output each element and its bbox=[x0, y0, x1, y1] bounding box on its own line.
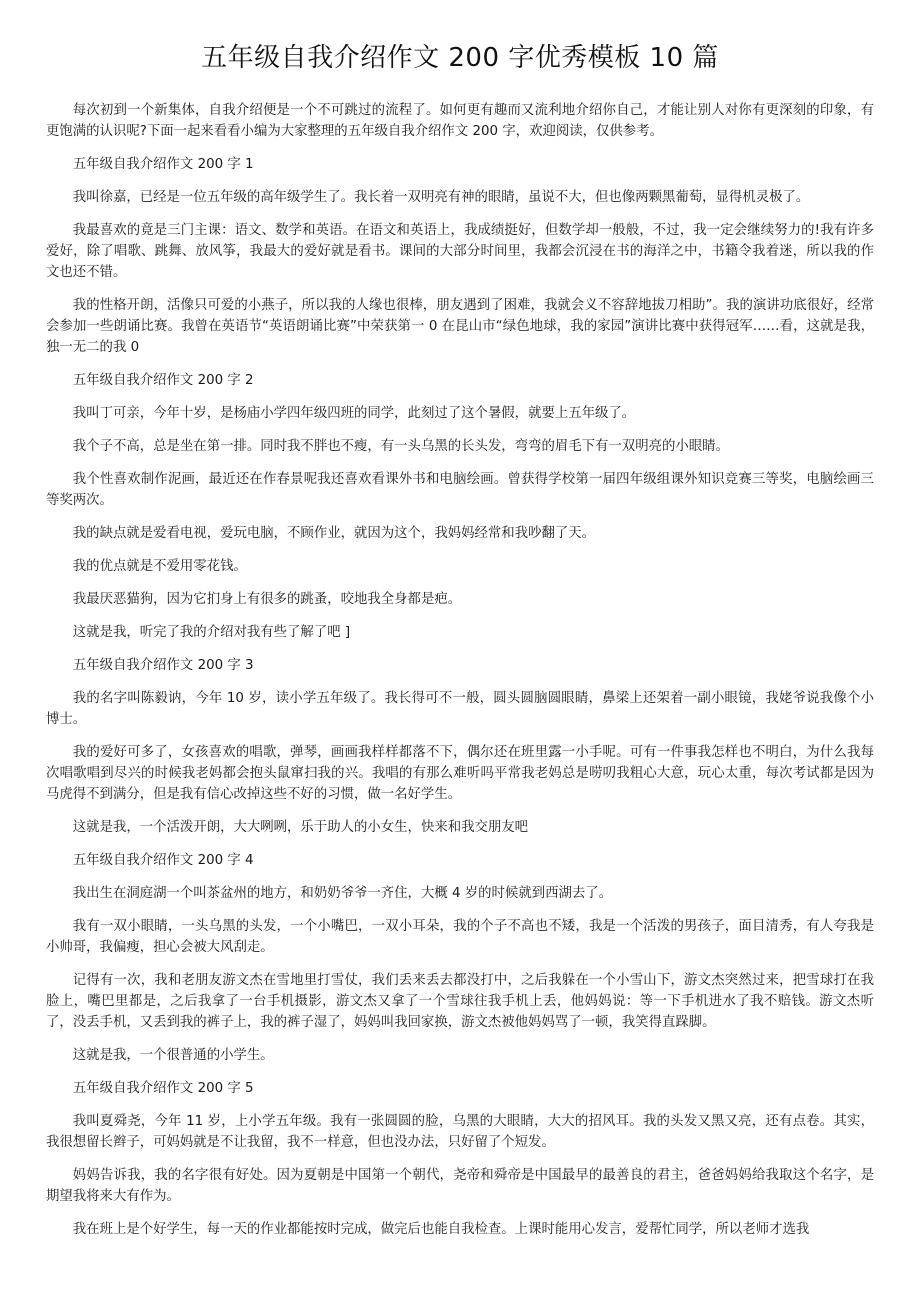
paragraph: 我个性喜欢制作泥画，最近还在作春景呢我还喜欢看课外书和电脑绘画。曾获得学校第一届四年级组课外知识竞赛三等奖，电脑绘画三等奖两次。 bbox=[46, 472, 874, 508]
paragraph: 我的缺点就是爱看电视，爱玩电脑，不顾作业，就因为这个，我妈妈经常和我吵翻了天。 bbox=[72, 526, 596, 541]
document-title: 五年级自我介绍作文 200 字优秀模板 10 篇 bbox=[201, 43, 719, 73]
paragraph: 我个子不高，总是坐在第一排。同时我不胖也不瘦，有一头乌黑的长头发，弯弯的眉毛下有一双明亮的小眼睛。 bbox=[72, 439, 729, 454]
paragraph: 这就是我，一个活泼开朗，大大咧咧，乐于助人的小女生，快来和我交朋友吧 bbox=[72, 820, 529, 835]
paragraph: 我的优点就是不爱用零花钱。 bbox=[72, 559, 247, 574]
section-heading-5: 五年级自我介绍作文 200 字 5 bbox=[72, 1081, 254, 1096]
section-heading-3: 五年级自我介绍作文 200 字 3 bbox=[72, 658, 254, 673]
section-heading-4: 五年级自我介绍作文 200 字 4 bbox=[72, 853, 254, 868]
paragraph: 我在班上是个好学生，每一天的作业都能按时完成，做完后也能自我检查。上课时能用心发言，爱帮忙同学，所以老师才选我 bbox=[72, 1222, 810, 1237]
section-heading-2: 五年级自我介绍作文 200 字 2 bbox=[72, 373, 254, 388]
paragraph: 这就是我，听完了我的介绍对我有些了解了吧 ] bbox=[72, 625, 351, 640]
paragraph: 妈妈告诉我，我的名字很有好处。因为夏朝是中国第一个朝代，尧帝和舜帝是中国最早的最善良的君主，爸爸妈妈给我取这个名字，是期望我将来大有作为。 bbox=[46, 1168, 874, 1204]
paragraph: 我的爱好可多了，女孩喜欢的唱歌，弹琴，画画我样样都落不下，偶尔还在班里露一小手呢。可有一件事我怎样也不明白，为什么我每次唱歌唱到尽兴的时候我老妈都会抱头鼠窜扫我的兴。我唱的有那么难听吗平常我老妈总是唠叨我粗心大意，玩心太重，每次考试都是因为马虎得不到满分，但是我有信心改掉这些不好的习惯，做一名好学生。 bbox=[46, 745, 874, 802]
paragraph: 我的名字叫陈毅讷，今年 10 岁，读小学五年级了。我长得可不一般，圆头圆脑圆眼睛，鼻梁上还架着一副小眼镜，我姥爷说我像个小博士。 bbox=[46, 691, 874, 727]
paragraph: 我的性格开朗，活像只可爱的小燕子，所以我的人缘也很棒，朋友遇到了困难，我就会义不容辞地拔刀相助”。我的演讲功底很好，经常会参加一些朗诵比赛。我曾在英语节“英语朗诵比赛”中荣获第一 0 在昆山市“绿色地球，我的家园”演讲比赛中获得冠军……看，这就是我，独一无二的我 0 bbox=[46, 298, 874, 355]
paragraph: 我最厌恶猫狗，因为它扪身上有很多的跳蚤，咬地我全身都是疤。 bbox=[72, 592, 462, 607]
paragraph: 我最喜欢的竟是三门主课：语文、数学和英语。在语文和英语上，我成绩挺好，但数学却一般般，不过，我一定会继续努力的!我有许多爱好，除了唱歌、跳舞、放风筝，我最大的爱好就是看书。课间的大部分时间里，我都会沉浸在书的海洋之中，书籍令我着迷，所以我的作文也还不错。 bbox=[46, 223, 874, 280]
paragraph: 我叫徐嘉，已经是一位五年级的高年级学生了。我长着一双明亮有神的眼睛，虽说不大，但也像两颗黑葡萄，显得机灵极了。 bbox=[72, 190, 810, 205]
paragraph: 我叫丁可亲，今年十岁，是杨庙小学四年级四班的同学，此刻过了这个暑假，就要上五年级了。 bbox=[72, 406, 636, 421]
paragraph: 我有一双小眼睛，一头乌黑的头发，一个小嘴巴，一双小耳朵，我的个子不高也不矮，我是一个活泼的男孩子，面目清秀，有人夸我是小帅哥，我偏瘦，担心会被大风刮走。 bbox=[46, 919, 874, 955]
paragraph: 这就是我，一个很普通的小学生。 bbox=[72, 1048, 274, 1063]
section-heading-1: 五年级自我介绍作文 200 字 1 bbox=[72, 157, 254, 172]
paragraph: 记得有一次，我和老朋友游文杰在雪地里打雪仗，我们丢来丢去都没打中，之后我躲在一个小雪山下，游文杰突然过来，把雪球打在我脸上，嘴巴里都是，之后我拿了一台手机摄影，游文杰又拿了一个雪球往我手机上丢，他妈妈说：等一下手机进水了我不赔钱。游文杰听了，没丢手机，又丢到我的裤子上，我的裤子湿了，妈妈叫我回家换，游文杰被他妈妈骂了一顿，我笑得直跺脚。 bbox=[46, 973, 874, 1030]
intro-paragraph: 每次初到一个新集体，自我介绍便是一个不可跳过的流程了。如何更有趣而又流利地介绍你自己，才能让别人对你有更深刻的印象，有更饱满的认识呢?下面一起来看看小编为大家整理的五年级自我介绍作文 200 字，欢迎阅读，仅供参考。 bbox=[46, 103, 874, 139]
paragraph: 我出生在洞庭湖一个叫茶盆州的地方，和奶奶爷爷一齐住，大概 4 岁的时候就到西湖去了。 bbox=[72, 886, 613, 901]
paragraph: 我叫夏舜尧，今年 11 岁，上小学五年级。我有一张圆圆的脸，乌黑的大眼睛，大大的招风耳。我的头发又黑又亮，还有点卷。其实，我很想留长辫子，可妈妈就是不让我留，我不一样意，但也没办法，只好留了个短发。 bbox=[46, 1114, 874, 1150]
